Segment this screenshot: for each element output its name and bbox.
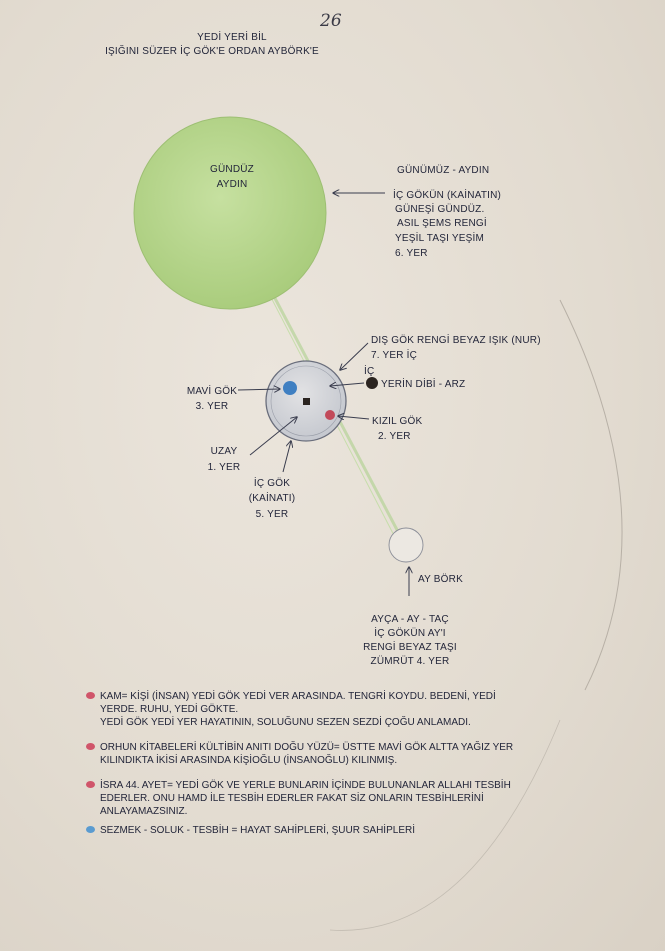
inner-sky-label-1: İÇ GÖK: [253, 478, 291, 489]
sun-label-2: AYDIN: [216, 179, 248, 190]
red-sky-label-2: 2. YER: [378, 431, 411, 442]
ay-bork-label: AY BÖRK: [418, 574, 463, 585]
ay-bork-caption-2: İÇ GÖKÜN AY'I: [374, 628, 446, 639]
note-line: ORHUN KİTABELERİ KÜLTİBİN ANITI DOĞU YÜZÜ= ÜSTTE MAVİ GÖK ALTTA YAĞIZ YER: [100, 742, 514, 753]
sun-caption-3: GÜNEŞİ GÜNDÜZ.: [395, 204, 485, 215]
header-line-2: IŞIĞINI SÜZER İÇ GÖK'E ORDAN AYBÖRK'E: [105, 46, 319, 57]
notes-section: [86, 690, 606, 849]
sun-caption-5: YEŞİL TAŞI YEŞİM: [395, 233, 484, 244]
sun-caption-2: İÇ GÖKÜN (KAİNATIN): [393, 190, 502, 201]
note-isra: [86, 779, 606, 818]
note-kam: [86, 690, 606, 729]
outer-sky-label-1: DIŞ GÖK RENGİ BEYAZ IŞIK (NUR): [371, 335, 541, 346]
note-line: SEZMEK - SOLUK - TESBİH = HAYAT SAHİPLERİ, ŞUUR SAHİPLERİ: [100, 825, 415, 836]
note-line: YERDE. RUHU, YEDİ GÖKTE.: [100, 704, 239, 715]
blue-sky-dot: [283, 381, 297, 395]
note-line: İSRA 44. AYET= YEDİ GÖK VE YERLE BUNLARIN İÇİNDE BULUNANLAR ALLAHI TESBİH: [100, 780, 511, 791]
outer-arc-right: [560, 300, 622, 690]
red-sky-label-1: KIZIL GÖK: [372, 416, 423, 427]
earth-bottom-label-1: İÇ: [364, 366, 375, 377]
red-bullet-icon: [86, 743, 95, 750]
note-line: EDERLER. ONU HAMD İLE TESBİH EDERLER FAKAT SİZ ONLARIN TESBİHLERİNİ: [100, 793, 484, 804]
outer-sky-label-2: 7. YER İÇ: [371, 350, 418, 361]
inner-sky-arrow: [283, 441, 291, 472]
earth-bottom-dot: [366, 377, 378, 389]
page-number: 26: [320, 11, 342, 31]
blue-bullet-icon: [86, 826, 95, 833]
sun-circle: [134, 117, 326, 309]
space-label-1: UZAY: [210, 446, 238, 457]
note-line: KAM= KİŞİ (İNSAN) YEDİ GÖK YEDİ VER ARASINDA. TENGRİ KOYDU. BEDENİ, YEDİ: [100, 691, 496, 702]
sun-caption-6: 6. YER: [395, 248, 428, 259]
note-line: KILINDIKTA İKİSİ ARASINDA KİŞİOĞLU (İNSANOĞLU) KILINMIŞ.: [100, 755, 398, 766]
earth-bottom-label-2: YERİN DİBİ - ARZ: [381, 379, 466, 390]
blue-sky-label-1: MAVİ GÖK: [186, 386, 238, 397]
inner-sky-label-3: 5. YER: [255, 509, 289, 520]
ay-bork-circle: [389, 528, 423, 562]
sun-label-1: GÜNDÜZ: [210, 164, 254, 175]
blue-sky-label-2: 3. YER: [195, 401, 229, 412]
red-bullet-icon: [86, 692, 95, 699]
note-line: ANLAYAMAZSINIZ.: [100, 806, 188, 817]
core-earth: [303, 398, 310, 405]
note-orhun: [86, 741, 606, 767]
note-sezmek: [86, 824, 606, 837]
red-sky-dot: [325, 410, 335, 420]
sun-caption-1: GÜNÜMÜZ - AYDIN: [397, 165, 490, 176]
note-line: YEDİ GÖK YEDİ YER HAYATININ, SOLUĞUNU SEZEN SEZDİ ÇOĞU ANLAMADI.: [100, 717, 471, 728]
ay-bork-caption-1: AYÇA - AY - TAÇ: [371, 614, 449, 625]
inner-sky-label-2: (KAİNATI): [248, 493, 296, 504]
sun-caption-4: ASIL ŞEMS RENGİ: [397, 218, 487, 229]
ay-bork-caption-3: RENGİ BEYAZ TAŞI: [363, 642, 457, 653]
space-label-2: 1. YER: [207, 462, 241, 473]
header-line-1: YEDİ YERİ BİL: [197, 32, 267, 43]
ay-bork-caption-4: ZÜMRÜT 4. YER: [370, 656, 450, 667]
red-bullet-icon: [86, 781, 95, 788]
